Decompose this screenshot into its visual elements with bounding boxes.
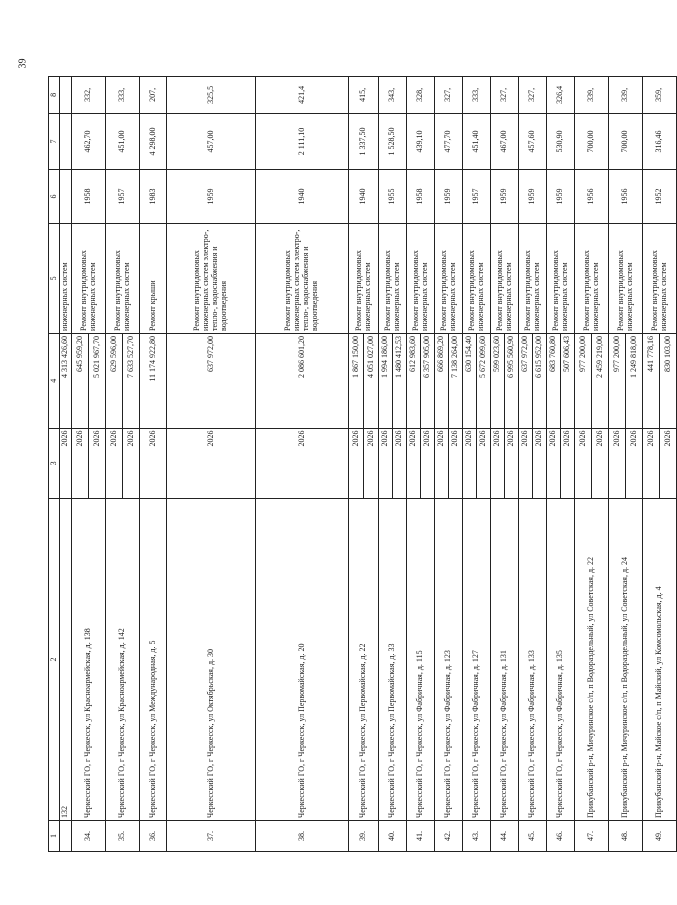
limit-value-cell: 333, <box>106 77 140 114</box>
work-type-cell: Ремонт внутридомовых инженерных систем <box>407 223 435 333</box>
year-cell: 2026 <box>421 428 435 499</box>
work-type-cell: Ремонт внутридомовых инженерных систем <box>379 223 407 333</box>
cost-cell: 5 021 967,70 <box>89 333 106 428</box>
year-cell: 2026 <box>660 428 677 499</box>
repair-schedule-table <box>48 76 677 852</box>
cost-cell: 4 051 027,00 <box>364 333 379 428</box>
table-row <box>435 77 449 852</box>
address-cell: Черкесский ГО, г Черкесск, ул Фабричная, д. 131 <box>491 499 519 821</box>
address-cell: Черкесский ГО, г Черкесск, ул Красноармейская, д. 142 <box>106 499 140 821</box>
work-type-cell: инженерных систем <box>60 223 72 333</box>
cost-cell: 1 480 412,53 <box>393 333 407 428</box>
year-cell: 2026 <box>505 428 519 499</box>
cost-cell: 441 778,16 <box>643 333 660 428</box>
build-year-cell: 1940 <box>349 170 379 224</box>
unit-price-cell <box>60 113 72 169</box>
table-row <box>463 77 477 852</box>
row-number-cell: 41. <box>407 820 435 851</box>
row-number-cell <box>60 820 72 851</box>
cost-cell: 666 869,20 <box>435 333 449 428</box>
table-row <box>575 77 592 852</box>
address-cell: Черкесский ГО, г Черкесск, ул Фабричная, д. 123 <box>435 499 463 821</box>
cost-cell: 977 200,00 <box>575 333 592 428</box>
address-cell: Черкесский ГО, г Черкесск, ул Красноармейская, д. 138 <box>72 499 106 821</box>
cost-cell: 599 023,60 <box>491 333 505 428</box>
table-row <box>140 77 167 852</box>
unit-price-cell: 467,00 <box>491 113 519 169</box>
table-body <box>49 77 677 852</box>
limit-value-cell: 359, <box>643 77 677 114</box>
row-number-cell: 44. <box>491 820 519 851</box>
build-year-cell: 1959 <box>435 170 463 224</box>
cost-cell: 7 138 264,00 <box>449 333 463 428</box>
work-type-cell: Ремонт внутридомовых инженерных систем <box>643 223 677 333</box>
year-cell: 2026 <box>449 428 463 499</box>
address-cell: Черкесский ГО, г Черкесск, ул Первомайская, д. 22 <box>349 499 379 821</box>
table-row <box>643 77 660 852</box>
limit-value-cell: 415, <box>349 77 379 114</box>
table-frame <box>48 76 672 852</box>
row-number-cell: 47. <box>575 820 609 851</box>
cost-cell: 2 459 219,00 <box>592 333 609 428</box>
header-cell: 7 <box>49 113 60 169</box>
work-type-cell: Ремонт внутридомовых инженерных систем электро-, тепло-, водоснабжения и водоотведения <box>256 223 349 333</box>
address-cell: Черкесский ГО, г Черкесск, ул Фабричная, д. 115 <box>407 499 435 821</box>
header-cell: 1 <box>49 820 60 851</box>
cost-cell: 612 983,60 <box>407 333 421 428</box>
address-cell: Черкесский ГО, г Черкесск, ул Международная, д. 5 <box>140 499 167 821</box>
cost-cell: 683 760,80 <box>547 333 561 428</box>
work-type-cell: Ремонт внутридомовых инженерных систем <box>349 223 379 333</box>
row-number-cell: 34. <box>72 820 106 851</box>
header-cell: 6 <box>49 170 60 224</box>
cost-cell: 637 972,00 <box>519 333 533 428</box>
unit-price-cell: 1 337,50 <box>349 113 379 169</box>
year-cell: 2026 <box>519 428 533 499</box>
year-cell: 2026 <box>393 428 407 499</box>
work-type-cell: Ремонт внутридомовых инженерных систем <box>72 223 106 333</box>
table-row <box>609 77 626 852</box>
build-year-cell: 1958 <box>72 170 106 224</box>
address-cell: Черкесский ГО, г Черкесск, ул Фабричная, д. 127 <box>463 499 491 821</box>
table-row <box>256 77 349 852</box>
build-year-cell: 1940 <box>256 170 349 224</box>
build-year-cell: 1956 <box>609 170 643 224</box>
limit-value-cell: 333, <box>463 77 491 114</box>
limit-value-cell: 325,5 <box>167 77 256 114</box>
build-year-cell: 1957 <box>463 170 491 224</box>
cost-cell: 977 200,00 <box>609 333 626 428</box>
year-cell: 2026 <box>167 428 256 499</box>
year-cell: 2026 <box>547 428 561 499</box>
header-cell: 8 <box>49 77 60 114</box>
header-cell: 4 <box>49 333 60 428</box>
year-cell: 2026 <box>349 428 364 499</box>
year-cell: 2026 <box>435 428 449 499</box>
cost-cell: 6 995 560,90 <box>505 333 519 428</box>
year-cell: 2026 <box>72 428 89 499</box>
work-type-cell: Ремонт крыши <box>140 223 167 333</box>
table-row <box>547 77 561 852</box>
year-cell: 2026 <box>592 428 609 499</box>
row-number-cell: 43. <box>463 820 491 851</box>
limit-value-cell: 207, <box>140 77 167 114</box>
year-cell: 2026 <box>379 428 393 499</box>
address-cell: Черкесский ГО, г Черкесск, ул Первомайская, д. 20 <box>256 499 349 821</box>
work-type-cell: Ремонт внутридомовых инженерных систем <box>106 223 140 333</box>
work-type-cell: Ремонт внутридомовых инженерных систем <box>547 223 575 333</box>
year-cell: 2026 <box>140 428 167 499</box>
cost-cell: 2 086 601,20 <box>256 333 349 428</box>
unit-price-cell: 451,40 <box>463 113 491 169</box>
work-type-cell: Ремонт внутридомовых инженерных систем электро-, тепло-, водоснабжения и водоотведения <box>167 223 256 333</box>
unit-price-cell: 2 111,10 <box>256 113 349 169</box>
cost-cell: 4 313 426,60 <box>60 333 72 428</box>
row-number-cell: 39. <box>349 820 379 851</box>
header-cell: 3 <box>49 428 60 499</box>
header-cell: 5 <box>49 223 60 333</box>
unit-price-cell: 462,70 <box>72 113 106 169</box>
unit-price-cell: 700,00 <box>609 113 643 169</box>
year-cell: 2026 <box>477 428 491 499</box>
cost-cell: 830 103,00 <box>660 333 677 428</box>
cost-cell: 645 959,20 <box>72 333 89 428</box>
limit-value-cell: 327, <box>491 77 519 114</box>
row-number-cell: 40. <box>379 820 407 851</box>
limit-value-cell: 343, <box>379 77 407 114</box>
year-cell: 2026 <box>407 428 421 499</box>
address-cell: Прикубанский р-н, Мичуринское с/п, п Водораздельный, ул Советская, д. 22 <box>575 499 609 821</box>
row-number-cell: 36. <box>140 820 167 851</box>
cost-cell: 6 615 952,00 <box>533 333 547 428</box>
unit-price-cell: 700,00 <box>575 113 609 169</box>
table-row <box>167 77 256 852</box>
build-year-cell: 1955 <box>379 170 407 224</box>
year-cell: 2026 <box>561 428 575 499</box>
unit-price-cell: 451,00 <box>106 113 140 169</box>
cost-cell: 5 672 099,60 <box>477 333 491 428</box>
table-row <box>106 77 123 852</box>
unit-price-cell: 439,10 <box>407 113 435 169</box>
cost-cell: 507 606,43 <box>561 333 575 428</box>
address-cell: Черкесский ГО, г Черкесск, ул Первомайская, д. 33 <box>379 499 407 821</box>
unit-price-cell: 4 298,00 <box>140 113 167 169</box>
year-cell: 2026 <box>463 428 477 499</box>
table-row <box>491 77 505 852</box>
address-cell: Прикубанский р-н, Майское с/п, п Майский, ул Комсомольская, д. 4 <box>643 499 677 821</box>
year-cell: 2026 <box>256 428 349 499</box>
build-year-cell: 1957 <box>106 170 140 224</box>
row-number-cell: 38. <box>256 820 349 851</box>
cost-cell: 1 867 150,00 <box>349 333 364 428</box>
table-row <box>72 77 89 852</box>
row-number-cell: 42. <box>435 820 463 851</box>
cost-cell: 637 972,00 <box>167 333 256 428</box>
table-row <box>60 77 72 852</box>
unit-price-cell: 316,46 <box>643 113 677 169</box>
row-number-cell: 46. <box>547 820 575 851</box>
work-type-cell: Ремонт внутридомовых инженерных систем <box>519 223 547 333</box>
table-row <box>379 77 393 852</box>
limit-value-cell <box>60 77 72 114</box>
address-cell: Черкесский ГО, г Черкесск, ул Октябрьская, д. 30 <box>167 499 256 821</box>
header-row <box>49 77 60 852</box>
year-cell: 2026 <box>626 428 643 499</box>
year-cell: 2026 <box>643 428 660 499</box>
cost-cell: 7 633 527,70 <box>123 333 140 428</box>
address-cell: Черкесский ГО, г Черкесск, ул Фабричная, д. 135 <box>547 499 575 821</box>
cost-cell: 1 994 186,00 <box>379 333 393 428</box>
year-cell: 2026 <box>491 428 505 499</box>
year-cell: 2026 <box>60 428 72 499</box>
build-year-cell: 1958 <box>407 170 435 224</box>
row-number-cell: 48. <box>609 820 643 851</box>
build-year-cell: 1959 <box>547 170 575 224</box>
unit-price-cell: 457,60 <box>519 113 547 169</box>
build-year-cell: 1952 <box>643 170 677 224</box>
limit-value-cell: 421,4 <box>256 77 349 114</box>
build-year-cell <box>60 170 72 224</box>
build-year-cell: 1959 <box>491 170 519 224</box>
cost-cell: 6 357 905,00 <box>421 333 435 428</box>
table-row <box>349 77 364 852</box>
unit-price-cell: 477,70 <box>435 113 463 169</box>
work-type-cell: Ремонт внутридомовых инженерных систем <box>435 223 463 333</box>
year-cell: 2026 <box>123 428 140 499</box>
row-number-cell: 45. <box>519 820 547 851</box>
build-year-cell: 1956 <box>575 170 609 224</box>
work-type-cell: Ремонт внутридомовых инженерных систем <box>575 223 609 333</box>
unit-price-cell: 457,00 <box>167 113 256 169</box>
row-number-cell: 35. <box>106 820 140 851</box>
limit-value-cell: 332, <box>72 77 106 114</box>
year-cell: 2026 <box>364 428 379 499</box>
limit-value-cell: 339, <box>575 77 609 114</box>
year-cell: 2026 <box>106 428 123 499</box>
build-year-cell: 1959 <box>519 170 547 224</box>
limit-value-cell: 327, <box>519 77 547 114</box>
row-number-cell: 49. <box>643 820 677 851</box>
address-cell: Прикубанский р-н, Мичуринское с/п, п Водораздельный, ул Советская, д. 24 <box>609 499 643 821</box>
cost-cell: 630 154,40 <box>463 333 477 428</box>
page-number: 39 <box>17 58 29 69</box>
year-cell: 2026 <box>89 428 106 499</box>
cost-cell: 629 596,00 <box>106 333 123 428</box>
unit-price-cell: 530,90 <box>547 113 575 169</box>
work-type-cell: Ремонт внутридомовых инженерных систем <box>463 223 491 333</box>
year-cell: 2026 <box>609 428 626 499</box>
unit-price-cell: 1 528,50 <box>379 113 407 169</box>
table-row <box>407 77 421 852</box>
address-cell: Черкесский ГО, г Черкесск, ул Фабричная, д. 133 <box>519 499 547 821</box>
cost-cell: 1 249 818,00 <box>626 333 643 428</box>
limit-value-cell: 339, <box>609 77 643 114</box>
limit-value-cell: 326,4 <box>547 77 575 114</box>
row-number-cell: 37. <box>167 820 256 851</box>
work-type-cell: Ремонт внутридомовых инженерных систем <box>609 223 643 333</box>
cost-cell: 11 174 922,80 <box>140 333 167 428</box>
year-cell: 2026 <box>575 428 592 499</box>
work-type-cell: Ремонт внутридомовых инженерных систем <box>491 223 519 333</box>
limit-value-cell: 327, <box>435 77 463 114</box>
build-year-cell: 1983 <box>140 170 167 224</box>
limit-value-cell: 328, <box>407 77 435 114</box>
year-cell: 2026 <box>533 428 547 499</box>
header-cell: 2 <box>49 499 60 821</box>
address-cell: 132 <box>60 499 72 821</box>
build-year-cell: 1959 <box>167 170 256 224</box>
table-row <box>519 77 533 852</box>
